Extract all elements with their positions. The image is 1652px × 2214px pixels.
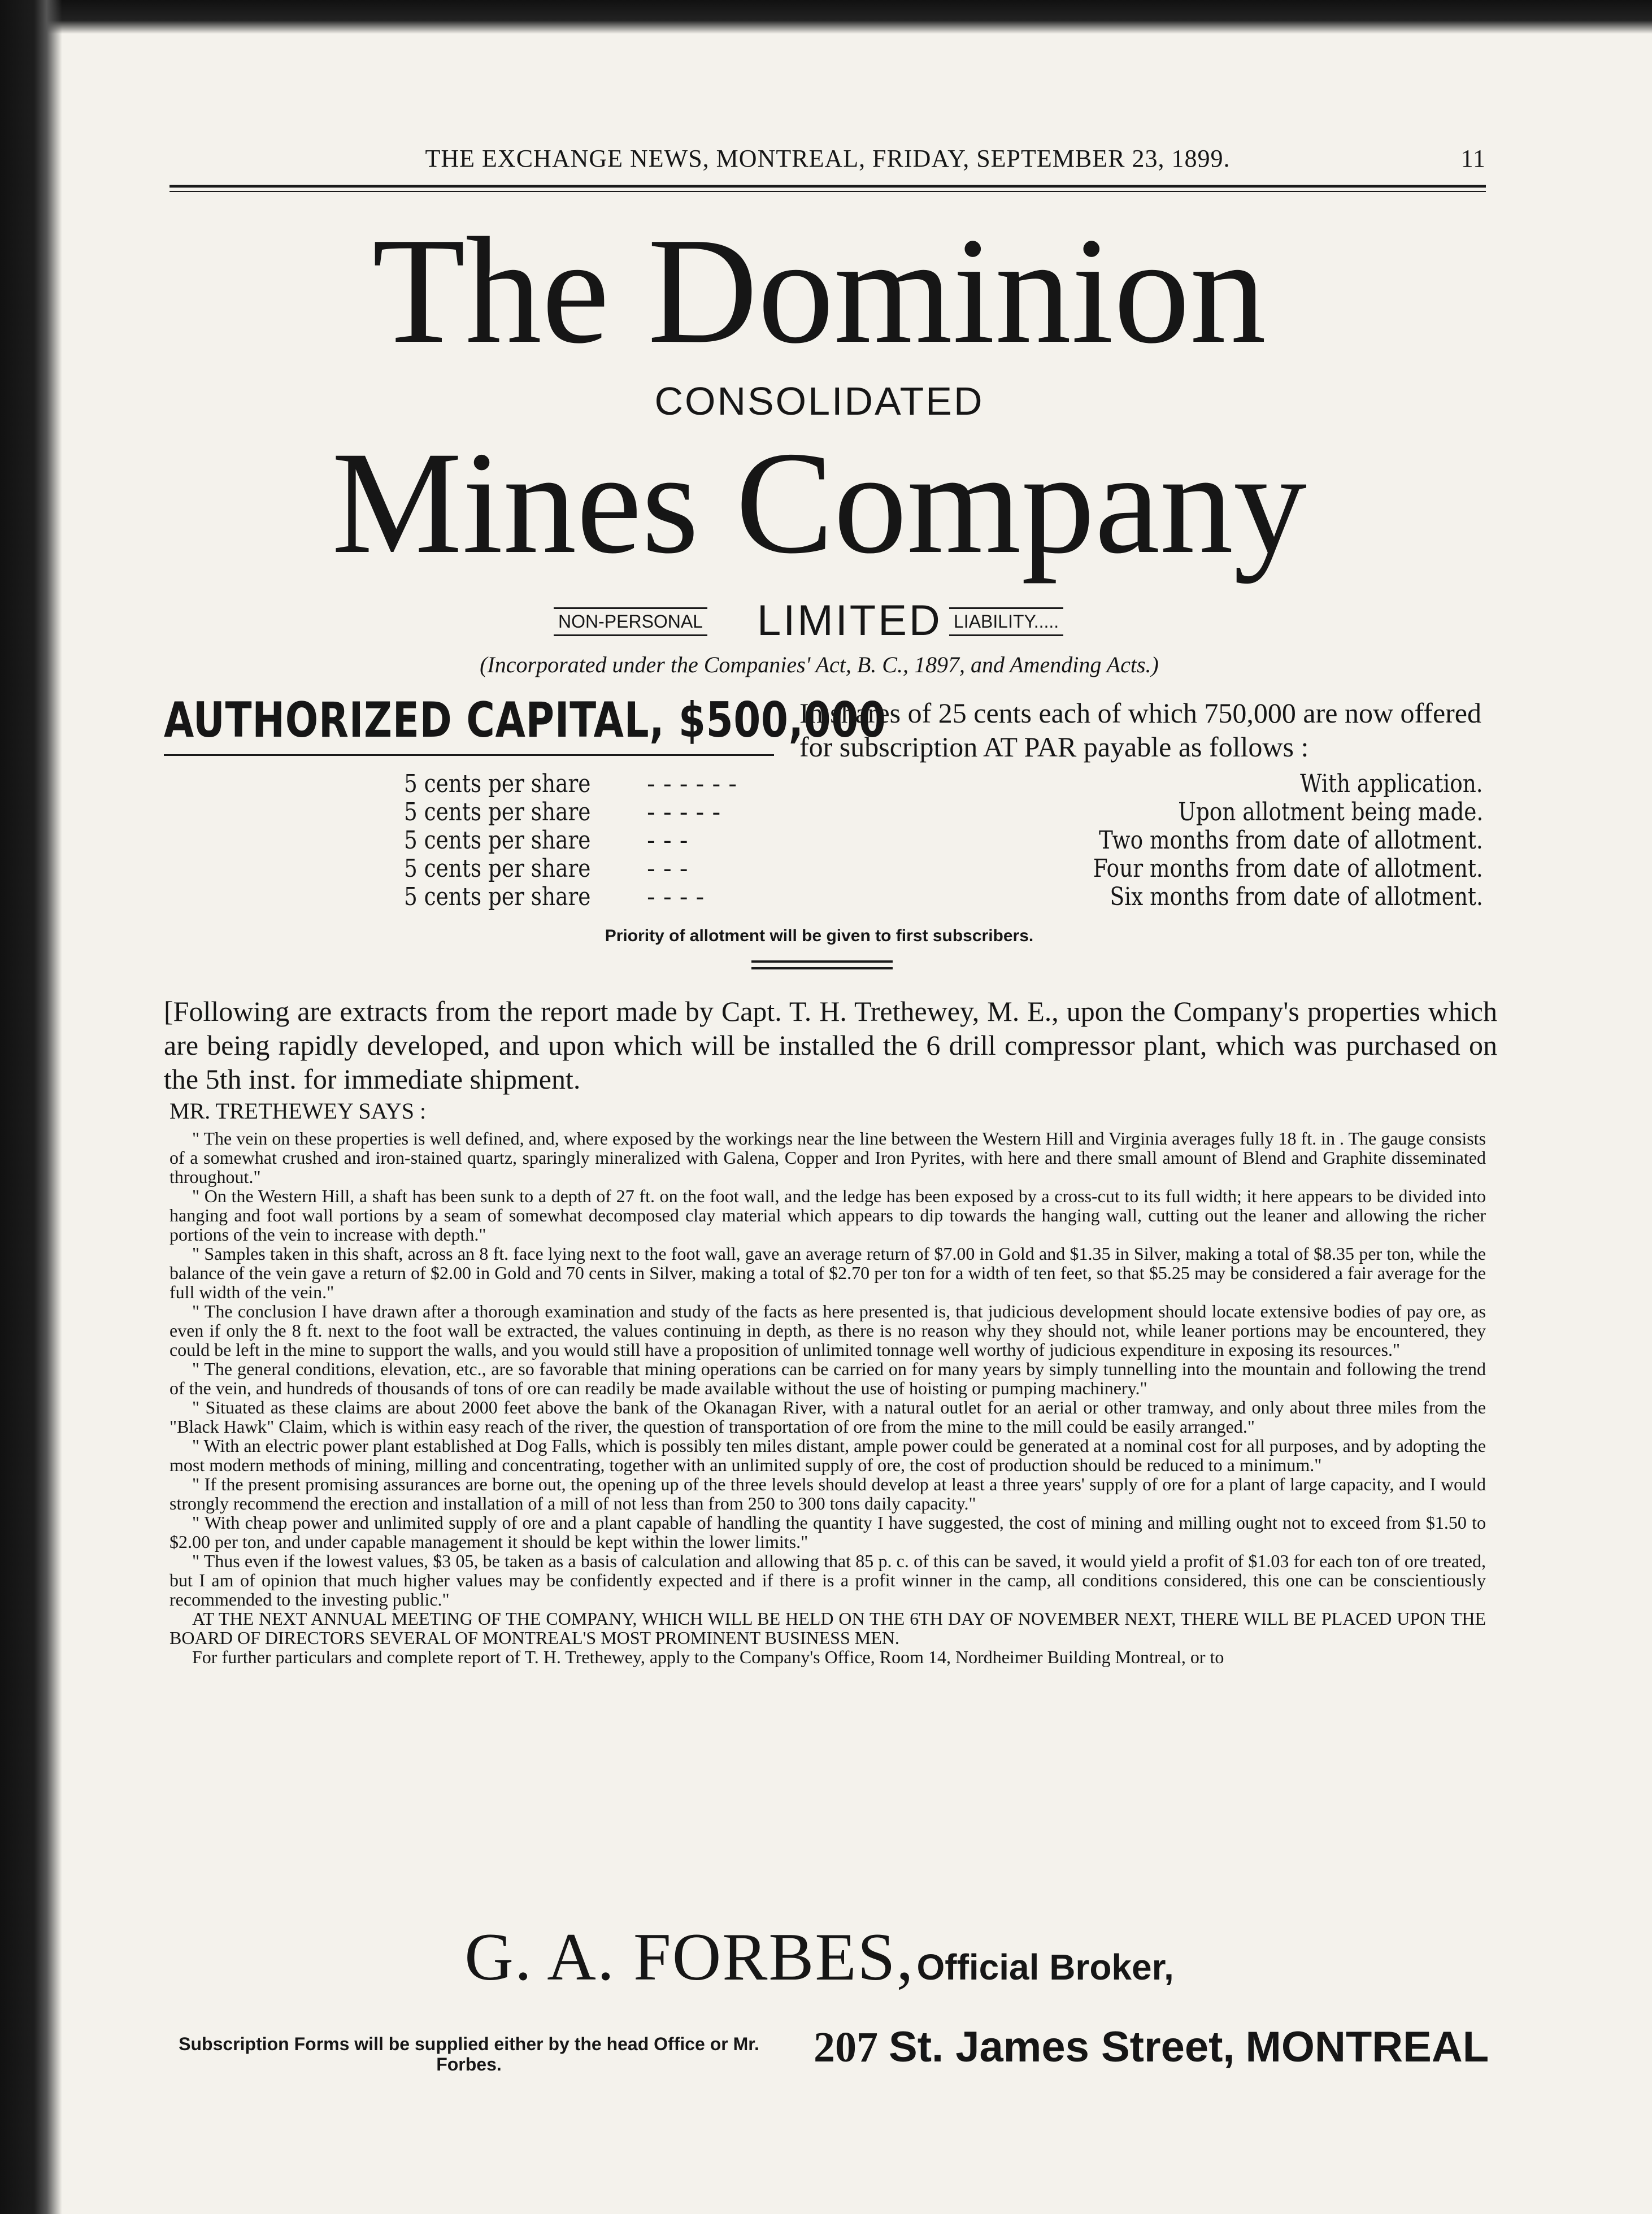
subscription-forms-note: Subscription Forms will be supplied either by the head Office or Mr. Forbes. (179, 2034, 759, 2074)
payment-when: Upon allotment being made. (1177, 798, 1483, 827)
broker-address (814, 2022, 1489, 2072)
payment-when: Two months from date of allotment. (1099, 826, 1483, 855)
payment-amount: 5 cents per share (404, 798, 591, 827)
headline-mines-company: Mines Company (331, 421, 1307, 584)
report-paragraph: " The conclusion I have drawn after a thorough examination and study of the facts as here presented is, that judicious development should locate extensive bodies of pay ore, as even if only the 8 ft. next to the foot wall be extracted, the values continuing in depth, as there is no reason why they should not, while leaner portions may be encountered, they could be left in the mine to support the walls, and you would still have a proposition of unlimited tonnage well worthy of judicious expenditure in exposing its resources." (169, 1301, 1486, 1360)
payment-when: Four months from date of allotment. (1093, 854, 1483, 883)
annual-meeting-notice: AT THE NEXT ANNUAL MEETING OF THE COMPANY, WHICH WILL BE HELD ON THE 6TH DAY OF NOVEMBER NEXT, THERE WILL BE PLACED UPON THE BOARD OF DIRECTORS SEVERAL OF MONTREAL'S MOST PROMINENT BUSINESS MEN. (169, 1608, 1486, 1648)
limited-line (554, 596, 1147, 647)
payment-row (404, 769, 1483, 798)
payment-leader: - - - (647, 854, 688, 883)
payment-when: With application. (1300, 769, 1483, 798)
capital-rule (164, 754, 774, 756)
further-particulars: For further particulars and complete report of T. H. Trethewey, apply to the Company's Office, Room 14, Nordheimer Building Montreal, or to (192, 1647, 1224, 1667)
masthead-rule (169, 185, 1486, 188)
payment-leader: - - - - (647, 882, 705, 911)
limited-label: LIMITED (757, 597, 942, 645)
scan-left-edge (0, 0, 62, 2214)
liability-label: LIABILITY..... (949, 607, 1063, 636)
masthead-text: THE EXCHANGE NEWS, MONTREAL, FRIDAY, SEPTEMBER 23, 1899. (425, 145, 1231, 172)
headline-the-dominion: The Dominion (372, 206, 1267, 375)
report-paragraph: " The general conditions, elevation, etc., are so favorable that mining operations can be carried on for many years by simply tunnelling into the mountain and following the trend of the vein, and hundreds of thousands of tons of ore can readily be made available without the use of hoisting or pumping machinery." (169, 1359, 1486, 1398)
payment-row (404, 826, 1483, 854)
report-paragraph: " If the present promising assurances are borne out, the opening up of the three levels should develop at least a three years' supply of ore for a plant of large capacity, and I would strongly recommend the erection and installation of a mill of not less than from 250 to 300 tons daily capacity." (169, 1474, 1486, 1513)
report-paragraph: " With cheap power and unlimited supply of ore and a plant capable of handling the quantity I have suggested, the cost of mining and milling ought not to exceed from $1.50 to $2.00 per ton, and under capable management it should be kept within the lower limits." (169, 1512, 1486, 1552)
payment-leader: - - - (647, 826, 688, 855)
trethewey-says: MR. TRETHEWEY SAYS : (169, 1098, 427, 1124)
payment-amount: 5 cents per share (404, 882, 591, 911)
payment-leader: - - - - - - (647, 769, 737, 798)
report-paragraph: " Situated as these claims are about 2000 feet above the bank of the Okanagan River, with a natural outlet for an aerial or other tramway, and only about three miles from the "Black Hawk" Claim, which is within easy reach of the river, the question of transportation of ore from the mine to the mill could be easily arranged." (169, 1397, 1486, 1437)
payment-row (404, 798, 1483, 826)
payment-amount: 5 cents per share (404, 826, 591, 855)
authorized-capital: AUTHORIZED CAPITAL, $500,000 (164, 692, 886, 749)
non-personal-label: NON-PERSONAL (554, 607, 707, 636)
payment-amount: 5 cents per share (404, 854, 591, 883)
payment-row (404, 882, 1483, 911)
report-paragraph: " On the Western Hill, a shaft has been sunk to a depth of 27 ft. on the foot wall, and the ledge has been exposed by a cross-cut to its full width; it here appears to be divided into hanging and foot wall portions by a seam of somewhat decomposed clay material which appears to dip towards the hanging wall, cutting out the leaner and allowing the richer portions of the vein to increase with depth." (169, 1186, 1486, 1245)
section-rule (751, 960, 893, 963)
masthead (169, 144, 1486, 173)
report-intro: [Following are extracts from the report made by Capt. T. H. Trethewey, M. E., upon the Company's properties which are being rapidly developed, and upon which will be installed the 6 drill compressor plant, which was purchased on the 5th inst. for immediate shipment. (164, 995, 1497, 1095)
street-name: St. James Street, (889, 2023, 1235, 2071)
payment-amount: 5 cents per share (404, 769, 591, 798)
page-number: 11 (1460, 145, 1486, 172)
incorporation-note: (Incorporated under the Companies' Act, B. C., 1897, and Amending Acts.) (480, 652, 1159, 677)
broker-line (113, 1918, 1525, 1996)
report-extracts (169, 1129, 1486, 1667)
headline-consolidated: CONSOLIDATED (654, 379, 984, 423)
section-rule-2 (751, 967, 893, 969)
payment-schedule (404, 769, 1483, 911)
street-number: 207 (814, 2024, 878, 2071)
shares-offer: In shares of 25 cents each of which 750,000 are now offered for subscription AT PAR payable as follows : (799, 697, 1481, 763)
report-paragraph: " With an electric power plant established at Dog Falls, which is possibly ten miles distant, ample power could be generated at a nominal cost for all purposes, and by adopting the most modern methods of mining, milling and concentrating, together with an unlimited supply of ore, the cost of production should be reduced to a minimum." (169, 1436, 1486, 1475)
payment-row (404, 854, 1483, 882)
scan-top-edge (0, 0, 1652, 34)
report-paragraph: " Samples taken in this shaft, across an 8 ft. face lying next to the foot wall, gave an average return of $7.00 in Gold and $1.35 in Silver, making a total of $8.35 per ton, while the balance of the vein gave a return of $2.00 in Gold and 70 cents in Silver, making a total of $2.70 per ton for a width of ten feet, so that $5.25 may be considered a fair average for the full width of the vein." (169, 1243, 1486, 1302)
city-name: MONTREAL (1245, 2023, 1489, 2071)
report-paragraph: " The vein on these properties is well defined, and, where exposed by the workings near the line between the Western Hill and Virginia averages fully 18 ft. in . The gauge consists of a somewhat crushed and iron-stained quartz, sparingly mineralized with Galena, Copper and Iron Pyrites, with here and there small amount of Blend and Graphite disseminated throughout." (169, 1128, 1486, 1187)
payment-when: Six months from date of allotment. (1110, 882, 1483, 911)
report-paragraph: " Thus even if the lowest values, $3 05, be taken as a basis of calculation and allowing that 85 p. c. of this can be saved, it would yield a profit of $1.03 for each ton of ore treated, but I am of opinion that much higher values may be confidently expected and if there is a profit winner in the camp, all conditions considered, this one can be conscientiously recommended to the investing public." (169, 1551, 1486, 1610)
broker-role: Official Broker, (916, 1947, 1174, 1987)
priority-note: Priority of allotment will be given to first subscribers. (605, 927, 1034, 945)
broker-name: G. A. FORBES, (464, 1919, 915, 1994)
payment-leader: - - - - - (647, 798, 721, 827)
masthead-rule-thin (169, 191, 1486, 192)
